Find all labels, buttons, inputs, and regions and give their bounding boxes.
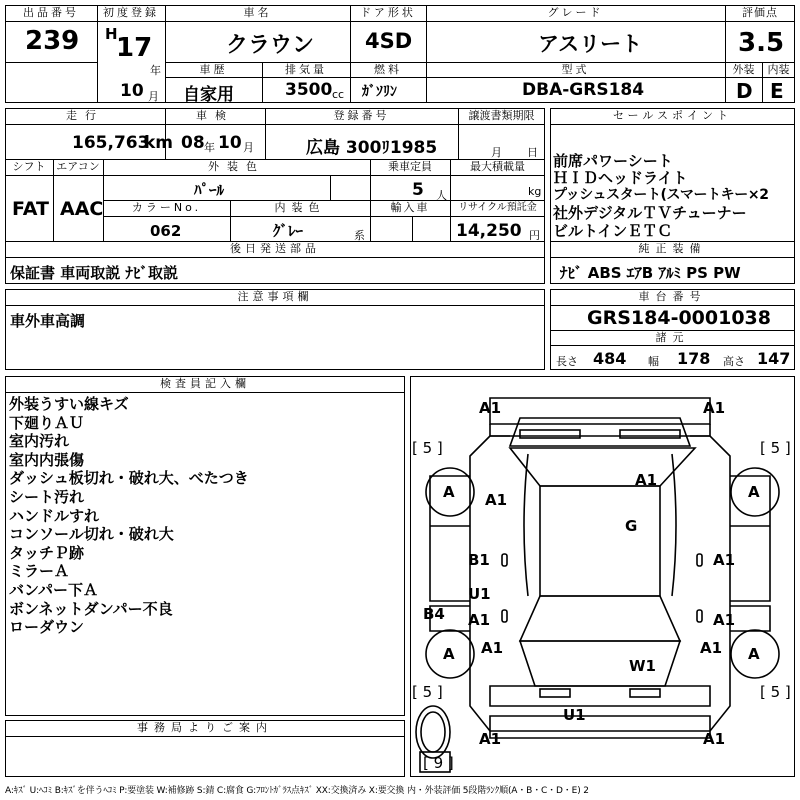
- ac: AAC: [60, 198, 104, 220]
- capacity-unit: 人: [436, 189, 447, 202]
- color-label: 外装色: [208, 160, 265, 173]
- diag-left-front-door: B1: [468, 551, 490, 569]
- diag-rear-bumper-right: A1: [703, 730, 726, 748]
- diag-trunk: W1: [629, 657, 656, 675]
- length: 484: [593, 349, 627, 368]
- lot-label: 出品番号: [23, 6, 79, 19]
- diag-tread-rl: [ 5 ]: [412, 683, 443, 701]
- diag-front-right: A1: [703, 399, 726, 417]
- fuel: ｶﾞｿﾘﾝ: [362, 84, 397, 100]
- diag-left-fender: A1: [485, 491, 508, 509]
- inspector-title: 検査員記入欄: [160, 377, 250, 390]
- load-label: 最大積載量: [470, 160, 525, 173]
- first-reg-year: 17: [116, 33, 153, 63]
- diag-rear-left-quarter: A1: [481, 639, 504, 657]
- shift-label: シフト: [12, 160, 46, 173]
- model-label: 型式: [561, 63, 590, 76]
- displacement-label: 排気量: [285, 63, 327, 76]
- inspection-year-unit: 年: [204, 141, 215, 154]
- year-unit: 年: [150, 64, 161, 77]
- fuel-label: 燃料: [374, 63, 402, 76]
- width-label: 幅: [648, 355, 659, 368]
- notes-title: 注意事項欄: [237, 290, 313, 303]
- diag-left-rear-door: A1: [468, 611, 491, 629]
- equipment-label: 純正装備: [638, 242, 707, 255]
- grade: アスリート: [538, 32, 643, 56]
- import-label: 輸入車: [390, 201, 430, 214]
- notes-text: 車外車高調: [10, 312, 86, 330]
- history-label: 車歴: [199, 63, 228, 76]
- door-type: 4SD: [365, 29, 413, 53]
- lot-number: 239: [25, 26, 80, 56]
- door-label: ドア形状: [360, 6, 416, 19]
- diag-roof: G: [625, 517, 638, 535]
- diag-wheel-fl: A: [443, 483, 455, 501]
- sales-line-1: 前席パワーシート: [553, 152, 673, 170]
- recycle-label: リサイクル預託金: [458, 202, 537, 213]
- km-unit: km: [144, 133, 174, 153]
- chassis-title: 車台番号: [638, 290, 707, 303]
- height: 147: [757, 349, 791, 368]
- interior-label: 内装: [767, 63, 790, 76]
- inspector-notes: 外装うすい線キズ 下廻りＡＵ 室内汚れ 室内内張傷 ダッシュ板切れ・破れ大、べたつき シート汚れ ハンドルすれ コンソール切れ・破れ大 タッチＰ跡 ミラーＡ バンパー下Ａ ボンネットダンパー不良 ローダウン: [9, 395, 249, 637]
- mileage-label: 走行: [66, 109, 104, 122]
- era: H: [105, 25, 118, 43]
- inspection-month: 10: [218, 133, 242, 153]
- mileage: 165,763: [72, 133, 150, 153]
- capacity: 5: [412, 180, 424, 200]
- score: 3.5: [738, 28, 785, 58]
- model-code: DBA-GRS184: [522, 80, 645, 100]
- diag-left-sill: U1: [468, 585, 491, 603]
- diag-wheel-rl: A: [443, 645, 455, 663]
- car-name: クラウン: [226, 33, 315, 58]
- first-reg-month: 10: [120, 81, 144, 101]
- inspection-label: 車検: [196, 109, 234, 122]
- sales-line-4: 社外デジタルＴＶチューナー: [553, 204, 747, 222]
- transfer-label: 譲渡書類期限: [468, 109, 535, 122]
- displacement: 3500: [285, 80, 333, 100]
- length-label: 長さ: [556, 355, 578, 368]
- car-outline-svg: [410, 376, 795, 777]
- diag-spare-tire: [ 9 ]: [423, 754, 454, 772]
- recycle-fee: 14,250: [456, 221, 522, 241]
- score-label: 評価点: [742, 6, 778, 19]
- interior-color: ｸﾞﾚｰ: [273, 222, 304, 240]
- transfer-month: 月: [491, 146, 502, 159]
- sales-line-2: ＨＩＤヘッドライト: [553, 169, 688, 187]
- inspection-year: 08: [181, 133, 205, 153]
- diag-rear-panel: U1: [563, 706, 586, 724]
- later-parts-label: 後日発送部品: [230, 242, 320, 255]
- equipment: ﾅﾋﾞ ABS ｴｱB ｱﾙﾐ PS PW: [560, 264, 741, 282]
- height-label: 高さ: [723, 355, 745, 368]
- shift: FAT: [12, 198, 49, 220]
- diag-wheel-rr: A: [748, 645, 760, 663]
- ac-label: エアコン: [56, 160, 100, 173]
- color-no: 062: [150, 222, 182, 240]
- sales-line-3: プッシュスタート(スマートキー×2: [553, 187, 769, 203]
- diag-rear-right-quarter: A1: [700, 639, 723, 657]
- color-no-label: カラーNo.: [131, 201, 202, 214]
- diag-tread-fr: [ 5 ]: [760, 439, 791, 457]
- inspection-month-unit: 月: [243, 141, 254, 154]
- width: 178: [677, 349, 711, 368]
- sales-line-5: ビルトインＥＴＣ: [553, 222, 673, 240]
- yen-unit: 円: [529, 229, 540, 242]
- cc-unit: cc: [332, 88, 345, 101]
- diag-tread-fl: [ 5 ]: [412, 439, 443, 457]
- spec-label: 諸元: [655, 331, 690, 344]
- diag-wheel-fr: A: [748, 483, 760, 501]
- kei-unit: 系: [354, 229, 365, 242]
- history: 自家用: [183, 85, 234, 105]
- diag-rear-bumper-left: A1: [479, 730, 502, 748]
- diag-left-rocker: B4: [423, 605, 445, 623]
- grade-label: グレード: [547, 6, 604, 19]
- diag-right-rear-door: A1: [713, 611, 736, 629]
- exterior-grade: D: [736, 79, 753, 103]
- diag-right-front-door: A1: [713, 551, 736, 569]
- office-title: 事務局よりご案内: [137, 721, 273, 734]
- car-name-label: 車名: [243, 6, 272, 19]
- interior-grade: E: [770, 79, 784, 103]
- legend-footer: A:ｷｽﾞ U:ﾍｺﾐ B:ｷｽﾞを伴うﾍｺﾐ P:要塗装 W:補修跡 S:錆 C:腐食 G:ﾌﾛﾝﾄｶﾞﾗｽ点ｷｽﾞ XX:交換済み X:要交換 内・外装評価 5段階ﾗﾝｸ順(A・B・C・D・E) 2: [5, 786, 589, 796]
- first-reg-label: 初度登録: [103, 6, 159, 19]
- transfer-day: 日: [527, 146, 538, 159]
- chassis-number: GRS184-0001038: [587, 307, 771, 329]
- diag-front-left: A1: [479, 399, 502, 417]
- sales-point-title: セールスポイント: [612, 109, 732, 122]
- body-color: ﾊﾟｰﾙ: [194, 181, 225, 199]
- plate-label: 登録番号: [333, 109, 390, 122]
- diag-hood: A1: [635, 471, 658, 489]
- capacity-label: 乗車定員: [388, 160, 432, 173]
- plate-number: 広島 300ﾘ1985: [306, 138, 438, 158]
- exterior-label: 外装: [732, 63, 755, 76]
- kg-unit: kg: [528, 185, 542, 198]
- month-unit: 月: [148, 90, 159, 103]
- int-color-label: 内装色: [274, 201, 326, 214]
- diag-tread-rr: [ 5 ]: [760, 683, 791, 701]
- later-parts: 保証書 車両取説 ﾅﾋﾞ取説: [10, 264, 178, 282]
